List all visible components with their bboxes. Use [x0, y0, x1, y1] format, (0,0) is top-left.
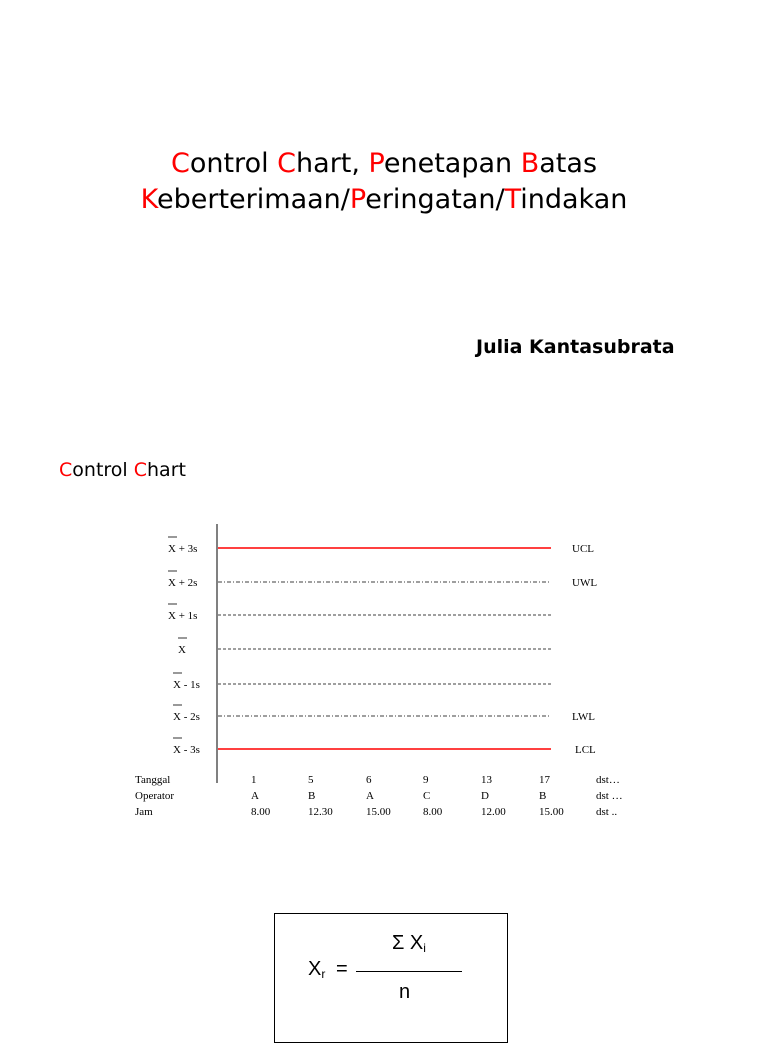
- text-run: ontrol: [72, 459, 134, 481]
- table-cell: 6: [366, 774, 372, 786]
- table-cell: 9: [423, 774, 429, 786]
- table-cell-tail: dst ..: [596, 806, 618, 818]
- limit-label: X + 2s: [168, 577, 198, 589]
- limit-label: X - 1s: [173, 679, 200, 691]
- formula-equals: =: [336, 958, 348, 980]
- text-run: P: [349, 184, 366, 215]
- table-cell: 13: [481, 774, 492, 786]
- table-cell-tail: dst …: [596, 790, 623, 802]
- limit-name: UCL: [572, 543, 594, 555]
- table-cell: D: [481, 790, 489, 802]
- text-run: hart: [147, 459, 186, 481]
- table-cell: B: [539, 790, 547, 802]
- table-cell: A: [366, 790, 374, 802]
- author-name: Julia Kantasubrata: [476, 336, 675, 358]
- table-cell: 8.00: [423, 806, 443, 818]
- table-cell: 15.00: [366, 806, 391, 818]
- text-run: C: [59, 459, 73, 481]
- text-run: C: [133, 459, 148, 481]
- text-run: enetapan: [383, 148, 521, 179]
- text-run: hart,: [296, 148, 369, 179]
- text-run: T: [504, 184, 521, 215]
- formula-lhs: $X_r$: [308, 958, 326, 981]
- text-run: K: [140, 184, 157, 215]
- table-cell: 8.00: [251, 806, 271, 818]
- limit-name: LCL: [575, 744, 596, 756]
- limit-label: X - 3s: [173, 744, 200, 756]
- text-run: eberterimaan/: [157, 184, 350, 215]
- table-row-label: Tanggal: [135, 774, 171, 786]
- table-cell: 12.00: [481, 806, 506, 818]
- table-cell: 12.30: [308, 806, 333, 818]
- table-cell: A: [251, 790, 259, 802]
- text-run: C: [277, 148, 297, 179]
- limit-label: X - 2s: [173, 711, 200, 723]
- text-run: P: [368, 148, 384, 179]
- text-run: B: [520, 148, 540, 179]
- table-cell: 5: [308, 774, 314, 786]
- fraction-bar: [356, 971, 462, 972]
- table-cell-tail: dst…: [596, 774, 620, 786]
- table-cell: 17: [539, 774, 550, 786]
- text-run: indakan: [520, 184, 628, 215]
- limit-name: LWL: [572, 711, 596, 723]
- table-cell: B: [308, 790, 316, 802]
- table-cell: 15.00: [539, 806, 564, 818]
- table-row-label: Operator: [135, 790, 175, 802]
- text-run: ontrol: [189, 148, 278, 179]
- text-run: C: [170, 148, 190, 179]
- limit-name: UWL: [572, 577, 598, 589]
- formula-numerator: Σ $X_i$: [392, 932, 426, 955]
- text-run: atas: [539, 148, 598, 179]
- text-run: eringatan/: [365, 184, 505, 215]
- limit-label: X + 1s: [168, 610, 198, 622]
- limit-label: X: [178, 644, 186, 656]
- formula-denominator: n: [399, 981, 411, 1003]
- limit-label: X + 3s: [168, 543, 198, 555]
- table-cell: 1: [251, 774, 257, 786]
- table-row-label: Jam: [135, 806, 153, 818]
- table-cell: C: [423, 790, 431, 802]
